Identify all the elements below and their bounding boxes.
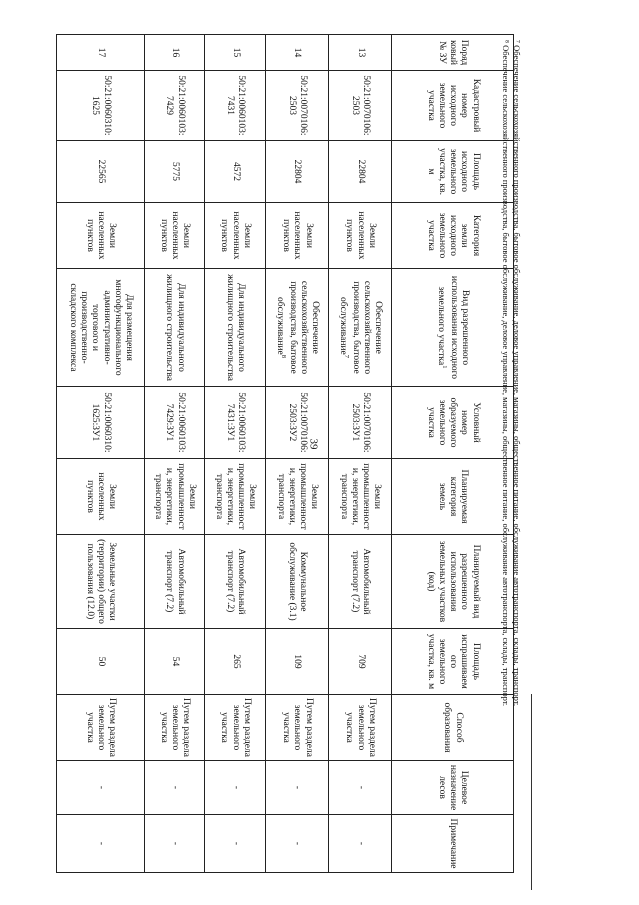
table-cell	[328, 459, 391, 535]
table-cell	[265, 35, 328, 71]
cell-text: 54	[170, 656, 181, 667]
table-cell	[205, 71, 266, 141]
table-cell	[328, 761, 391, 815]
table-cell	[144, 815, 205, 873]
table-cell	[205, 459, 266, 535]
footnote-ref: 1	[440, 365, 448, 369]
cell-text: Путем раздела земельного участка	[344, 698, 377, 757]
table-row	[328, 35, 391, 873]
cell-text: -	[292, 841, 303, 846]
table-cell	[205, 203, 266, 269]
cell-text: 16	[170, 47, 181, 58]
page-number: 39	[307, 438, 320, 450]
header-cell: Способ образования	[392, 695, 514, 761]
table-cell	[265, 815, 328, 873]
table-cell	[328, 35, 391, 71]
table-cell	[57, 629, 145, 695]
cell-text: 50:21:0070106: 2503	[286, 75, 309, 136]
cell-text: Путем раздела земельного участка	[158, 698, 192, 757]
table-cell	[144, 387, 205, 459]
table-cell	[205, 141, 266, 203]
cell-text: -	[230, 785, 241, 790]
cell-text: 50:21:0060103: 7431:ЗУ1	[225, 392, 247, 453]
header-cell: Категория земли исходного земельного участка	[392, 203, 514, 269]
table-cell	[57, 387, 145, 459]
cell-text: -	[95, 841, 106, 846]
cell-text: 14	[292, 47, 303, 58]
table-header-row	[392, 35, 514, 873]
table-cell	[57, 459, 145, 535]
table-cell	[328, 695, 391, 761]
table-cell	[57, 71, 145, 141]
cell-text: 709	[355, 654, 366, 669]
cell-text: Земли промышленности, энергетики, транспорта	[213, 463, 258, 530]
cell-text: Для индивидуального жилищного строительства	[225, 274, 247, 381]
footnote-ref: 7	[342, 354, 350, 359]
table-cell	[144, 629, 205, 695]
table-cell	[265, 203, 328, 269]
cell-text: -	[95, 785, 106, 790]
footnote-7: ⁷ Обеспечение сельскохозяйственного производства, бытовое обслуживание, деловое управление, магазины, общественное питание, обслуживание автотранспорта, склады, транспорт.	[512, 40, 522, 707]
table-row	[57, 35, 145, 873]
table-cell	[265, 761, 328, 815]
header-cell: Кадастровый номер исходного земельного участка	[392, 71, 514, 141]
land-plots-table	[56, 34, 514, 873]
cell-text: 50:21:0060103: 7429:ЗУ1	[164, 392, 186, 453]
table-cell	[328, 203, 391, 269]
cell-text: Земли населенных пунктов	[84, 472, 118, 521]
cell-text: 50:21:0060310: 1625:ЗУ1	[90, 392, 112, 453]
cell-text: Обеспечение сельскохозяйственного производства, бытовое обслуживание	[337, 280, 384, 375]
cell-text: 13	[355, 47, 366, 58]
cell-text: Автомобильный транспорт (7.2)	[164, 548, 186, 615]
cell-text: Земли населенных пунктов	[158, 211, 192, 260]
table-cell	[57, 695, 145, 761]
cell-text: Коммунальное обслуживание (3.1)	[286, 542, 309, 621]
cell-text: Автомобильный транспорт (7.2)	[349, 548, 372, 615]
cell-text: 50:21:0060103: 7431	[225, 75, 247, 136]
cell-text: Земли населенных пунктов	[84, 211, 118, 260]
table-cell	[144, 71, 205, 141]
table-body	[57, 35, 392, 873]
header-cell: Площадь исходного земельного участка, кв. м	[392, 141, 514, 203]
cell-text: Земельные участки (территории) общего пользования (12.0)	[84, 539, 118, 624]
footnote-divider	[531, 694, 532, 890]
header-text: Вид разрешенного использования исходного земельного участка	[435, 275, 471, 380]
table-cell	[57, 203, 145, 269]
cell-text: -	[170, 841, 181, 846]
table-cell	[57, 535, 145, 629]
cell-text: Путем раздела земельного участка	[281, 698, 314, 757]
table-cell	[328, 71, 391, 141]
cell-text: Автомобильный транспорт (7.2)	[225, 548, 247, 615]
table-cell	[265, 141, 328, 203]
cell-text: Земли населенных пунктов	[281, 211, 314, 260]
table-cell	[205, 535, 266, 629]
cell-text: Путем раздела земельного участка	[84, 698, 118, 757]
header-cell: Целевое назначение лесов	[392, 761, 514, 815]
table-cell	[265, 535, 328, 629]
table-cell	[328, 269, 391, 387]
table-cell	[57, 761, 145, 815]
table-cell	[265, 629, 328, 695]
table-cell	[144, 695, 205, 761]
table-cell	[205, 815, 266, 873]
cell-text: -	[230, 841, 241, 846]
table-cell	[265, 71, 328, 141]
cell-text: 5775	[170, 162, 181, 181]
table-cell	[205, 695, 266, 761]
table-row	[205, 35, 266, 873]
cell-text: Земли промышленности, энергетики, транспорта	[153, 463, 197, 530]
cell-text: 22804	[355, 159, 366, 184]
table-cell	[265, 269, 328, 387]
table-cell	[144, 459, 205, 535]
table-cell	[144, 269, 205, 387]
cell-text: Земли населенных пунктов	[344, 211, 377, 260]
cell-text: 50:21:0070106: 2503:ЗУ2	[286, 392, 309, 453]
table-cell	[57, 35, 145, 71]
cell-text: 22804	[292, 159, 303, 184]
cell-text: Обеспечение сельскохозяйственного производства, бытовое обслуживание	[274, 280, 321, 375]
footnote-ref: 8	[279, 354, 287, 359]
cell-text: Земли населенных пунктов	[219, 211, 252, 260]
table-cell	[265, 387, 328, 459]
header-cell	[392, 269, 514, 387]
table-cell	[144, 761, 205, 815]
cell-text: -	[355, 841, 366, 846]
table-cell	[328, 629, 391, 695]
table-row	[265, 35, 328, 873]
table-cell	[205, 629, 266, 695]
table-cell	[144, 35, 205, 71]
footnote-8: ⁸ Обеспечение сельскохозяйственного производства, бытовое обслуживание, деловое управление, магазины, общественное питание, обслуживание автотранспорта, склады, транспорт.	[501, 40, 512, 707]
cell-text: 109	[292, 654, 303, 669]
table-cell	[205, 761, 266, 815]
cell-text: -	[292, 785, 303, 790]
cell-text: 265	[230, 654, 241, 669]
table-cell	[265, 459, 328, 535]
cell-text: Земли промышленности, энергетики, транспорта	[275, 463, 320, 530]
header-cell: Условный номер образуемого земельного участка	[392, 387, 514, 459]
table-cell	[144, 535, 205, 629]
table-cell	[205, 35, 266, 71]
cell-text: 50:21:0060310: 1625	[90, 75, 112, 136]
table-cell	[144, 203, 205, 269]
cell-text: Для индивидуального жилищного строительства	[164, 274, 186, 381]
table-cell	[328, 141, 391, 203]
header-cell: Площадь испрашиваемого земельного участка, кв. м	[392, 629, 514, 695]
table-cell	[328, 815, 391, 873]
cell-text: Путем раздела земельного участка	[219, 698, 252, 757]
table-cell	[57, 815, 145, 873]
cell-text: -	[170, 785, 181, 790]
header-cell: Примечание	[392, 815, 514, 873]
cell-text: Для размещения многофункционального административно-торгового и производственно-складского комплекса	[67, 279, 134, 376]
footnotes	[501, 40, 522, 900]
cell-text: 17	[95, 47, 106, 58]
rotated-table-wrapper	[56, 34, 514, 872]
table-cell	[328, 387, 391, 459]
table-cell	[57, 141, 145, 203]
header-cell: Планируемая категория земель	[392, 459, 514, 535]
table-cell	[205, 387, 266, 459]
cell-text: 15	[230, 47, 241, 58]
table-row	[144, 35, 205, 873]
table-cell	[57, 269, 145, 387]
cell-text: 50:21:0070106: 2503:ЗУ1	[349, 392, 372, 453]
table-cell	[328, 535, 391, 629]
cell-text: 50:21:0060103: 7429	[164, 75, 186, 136]
cell-text: 50	[95, 656, 106, 667]
table-cell	[205, 269, 266, 387]
cell-text: 4572	[230, 162, 241, 181]
cell-text: Земли промышленности, энергетики, транспорта	[338, 463, 383, 530]
header-cell: Порядковый № ЗУ	[392, 35, 514, 71]
cell-text: -	[355, 785, 366, 790]
header-cell: Планируемый вид разрешенного использования земельных участков (код)	[392, 535, 514, 629]
table-cell	[265, 695, 328, 761]
cell-text: 22565	[95, 159, 106, 184]
table-cell	[144, 141, 205, 203]
cell-text: 50:21:0070106: 2503	[349, 75, 372, 136]
